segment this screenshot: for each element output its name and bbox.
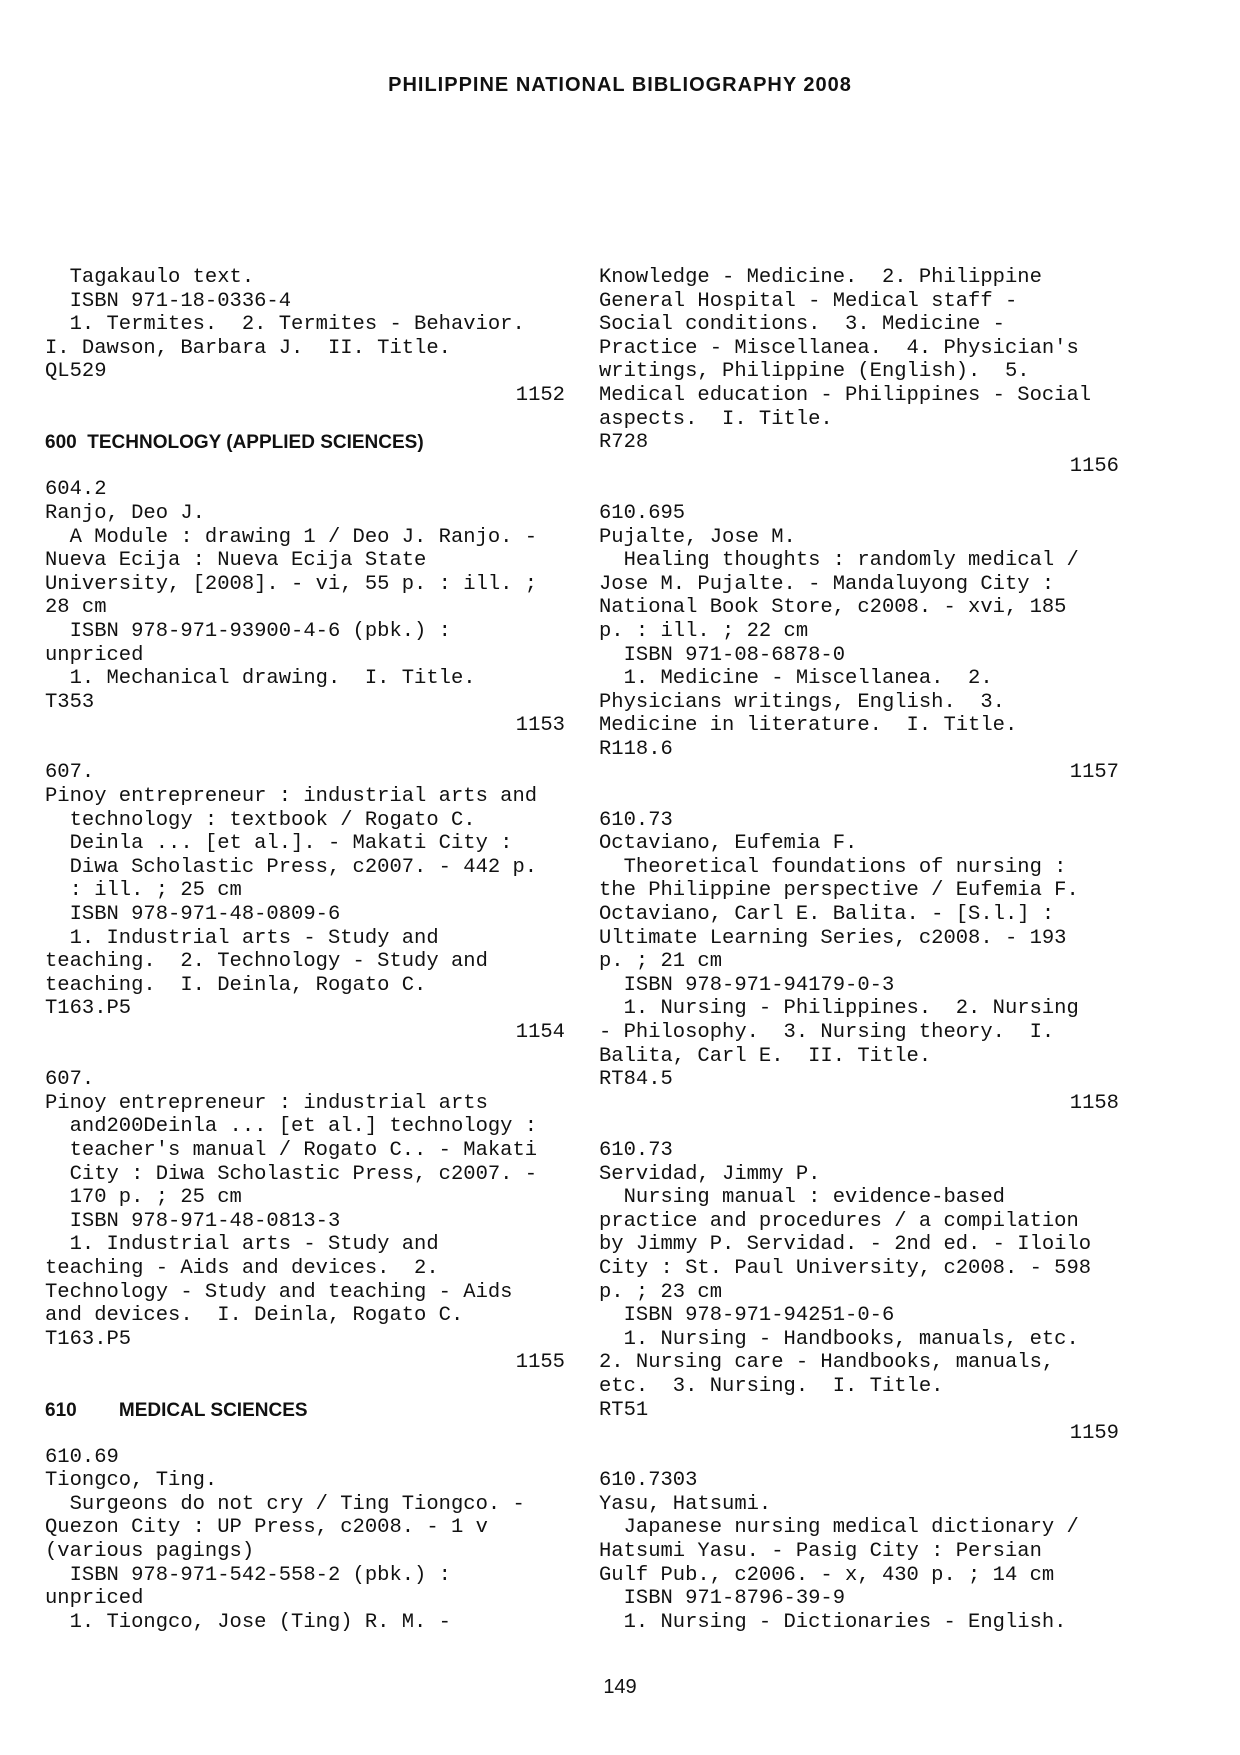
entry-line: Theoretical foundations of nursing : (599, 855, 1067, 879)
entry-line: T163.P5 (45, 997, 132, 1021)
entry-number: 1159 (1069, 1422, 1119, 1446)
left-column (45, 266, 565, 1634)
entry-line: R728 (599, 431, 649, 455)
entry-line: Knowledge - Medicine. 2. Philippine (599, 266, 1042, 289)
entry-line: 1. Nursing - Dictionaries - English. (599, 1610, 1067, 1634)
entry-line: A Module : drawing 1 / Deo J. Ranjo. - (45, 525, 538, 549)
entry-line: teaching - Aids and devices. 2. (45, 1256, 439, 1280)
entry-line: p. : ill. ; 22 cm (599, 619, 809, 643)
entry-line: R118.6 (599, 737, 673, 761)
entry-line: Japanese nursing medical dictionary / (599, 1516, 1079, 1540)
entry-line: teaching. I. Deinla, Rogato C. (45, 973, 427, 997)
page-number: 149 (603, 1676, 637, 1698)
section-heading: 610 MEDICAL SCIENCES (45, 1399, 308, 1421)
entry-line: Tiongco, Ting. (45, 1469, 218, 1493)
entry-line: 1. Nursing - Handbooks, manuals, etc. (599, 1327, 1079, 1351)
entry-line: 610.7303 (599, 1469, 698, 1493)
entry-line: National Book Store, c2008. - xvi, 185 (599, 596, 1067, 620)
entry-line: Diwa Scholastic Press, c2007. - 442 p. (45, 855, 538, 879)
entry-line: 604.2 (45, 478, 107, 502)
blank-line (45, 1375, 565, 1399)
entry-line: teaching. 2. Technology - Study and (45, 950, 488, 974)
blank-line (45, 455, 565, 479)
entry-line: Balita, Carl E. II. Title. (599, 1044, 932, 1068)
entry-line: T163.P5 (45, 1327, 132, 1351)
blank-line (599, 478, 1119, 502)
entry-line: ISBN 971-08-6878-0 (599, 643, 846, 667)
entry-line: aspects. I. Title. (599, 407, 833, 431)
entry-line: T353 (45, 690, 95, 714)
entry-line: by Jimmy P. Servidad. - 2nd ed. - Iloilo (599, 1233, 1092, 1257)
entry-line: 610.73 (599, 808, 673, 832)
entry-line: practice and procedures / a compilation (599, 1209, 1079, 1233)
entry-line: Healing thoughts : randomly medical / (599, 549, 1079, 573)
entry-line: Octaviano, Eufemia F. (599, 832, 858, 856)
entry-line: General Hospital - Medical staff - (599, 289, 1018, 313)
entry-line: 1. Industrial arts - Study and (45, 926, 439, 950)
entry-line: unpriced (45, 1587, 144, 1611)
entry-number: 1158 (1069, 1091, 1119, 1115)
entry-line: Practice - Miscellanea. 4. Physician's (599, 336, 1079, 360)
entry-line: Deinla ... [et al.]. - Makati City : (45, 832, 513, 856)
entry-line: : ill. ; 25 cm (45, 879, 242, 903)
entry-number: 1154 (515, 1021, 565, 1044)
entry-line: RT51 (599, 1398, 649, 1422)
entry-line: ISBN 978-971-93900-4-6 (pbk.) : (45, 619, 451, 643)
entry-line: 1. Nursing - Philippines. 2. Nursing (599, 997, 1079, 1021)
entry-number: 1156 (1069, 454, 1119, 478)
entry-line: Pinoy entrepreneur : industrial arts (45, 1091, 488, 1115)
entry-line: ISBN 978-971-94251-0-6 (599, 1304, 895, 1328)
entry-line: 607. (45, 761, 95, 785)
entry-number: 1152 (515, 383, 565, 407)
entry-line: Pinoy entrepreneur : industrial arts and (45, 785, 538, 809)
entry-line: University, [2008]. - vi, 55 p. : ill. ; (45, 572, 538, 596)
entry-line: Surgeons do not cry / Ting Tiongco. - (45, 1492, 525, 1516)
entry-line: teacher's manual / Rogato C.. - Makati (45, 1138, 538, 1162)
entry-line: ISBN 971-18-0336-4 (45, 289, 292, 313)
entry-number: 1155 (515, 1351, 565, 1375)
entry-line: Pujalte, Jose M. (599, 525, 796, 549)
entry-line: Servidad, Jimmy P. (599, 1162, 821, 1186)
entry-line: Jose M. Pujalte. - Mandaluyong City : (599, 572, 1055, 596)
entry-line: RT84.5 (599, 1068, 673, 1092)
entry-line: p. ; 23 cm (599, 1280, 723, 1304)
entry-line: (various pagings) (45, 1540, 255, 1564)
entry-number: 1157 (1069, 761, 1119, 785)
entry-line: technology : textbook / Rogato C. (45, 808, 476, 832)
entry-line: and devices. I. Deinla, Rogato C. (45, 1304, 464, 1328)
entry-line: Hatsumi Yasu. - Pasig City : Persian (599, 1540, 1042, 1564)
entry-line: ISBN 978-971-542-558-2 (pbk.) : (45, 1563, 451, 1587)
right-column (599, 266, 1119, 1634)
entry-line: etc. 3. Nursing. I. Title. (599, 1374, 944, 1398)
entry-line: 1. Medicine - Miscellanea. 2. (599, 667, 993, 691)
entry-line: Medicine in literature. I. Title. (599, 714, 1018, 738)
entry-line: 610.695 (599, 501, 686, 525)
entry-line: Yasu, Hatsumi. (599, 1492, 772, 1516)
entry-line: Ultimate Learning Series, c2008. - 193 (599, 926, 1067, 950)
entry-line: unpriced (45, 643, 144, 667)
entry-line: writings, Philippine (English). 5. (599, 360, 1030, 384)
entry-line: 28 cm (45, 596, 107, 620)
entry-line: 1. Mechanical drawing. I. Title. (45, 667, 476, 691)
entry-line: QL529 (45, 360, 107, 384)
entry-line: 170 p. ; 25 cm (45, 1186, 242, 1210)
entry-line: Nursing manual : evidence-based (599, 1186, 1005, 1210)
entry-line: Technology - Study and teaching - Aids (45, 1280, 513, 1304)
entry-line: City : St. Paul University, c2008. - 598 (599, 1256, 1092, 1280)
entry-line: the Philippine perspective / Eufemia F. (599, 879, 1079, 903)
blank-line (45, 738, 565, 762)
entry-line: I. Dawson, Barbara J. II. Title. (45, 336, 451, 360)
entry-line: 1. Industrial arts - Study and (45, 1233, 439, 1257)
entry-line: 610.69 (45, 1445, 119, 1469)
entry-line: ISBN 978-971-94179-0-3 (599, 973, 895, 997)
section-heading: 600 TECHNOLOGY (APPLIED SCIENCES) (45, 432, 424, 454)
entry-line: Octaviano, Carl E. Balita. - [S.l.] : (599, 903, 1055, 927)
entry-line: 1. Tiongco, Jose (Ting) R. M. - (45, 1610, 451, 1634)
entry-line: ISBN 978-971-48-0813-3 (45, 1209, 341, 1233)
entry-line: and200Deinla ... [et al.] technology : (45, 1115, 538, 1139)
entry-line: Tagakaulo text. (45, 266, 255, 289)
entry-line: p. ; 21 cm (599, 950, 723, 974)
entry-line: ISBN 971-8796-39-9 (599, 1587, 846, 1611)
entry-line: Quezon City : UP Press, c2008. - 1 v (45, 1516, 488, 1540)
blank-line (599, 785, 1119, 809)
entry-line: City : Diwa Scholastic Press, c2007. - (45, 1162, 538, 1186)
blank-line (45, 408, 565, 432)
entry-line: 2. Nursing care - Handbooks, manuals, (599, 1351, 1055, 1375)
blank-line (45, 1422, 565, 1446)
entry-line: 1. Termites. 2. Termites - Behavior. (45, 313, 525, 337)
entry-line: Gulf Pub., c2006. - x, 430 p. ; 14 cm (599, 1563, 1055, 1587)
page-header: PHILIPPINE NATIONAL BIBLIOGRAPHY 2008 (388, 74, 852, 96)
entry-line: Social conditions. 3. Medicine - (599, 313, 1005, 337)
entry-line: - Philosophy. 3. Nursing theory. I. (599, 1021, 1055, 1044)
entry-line: 610.73 (599, 1138, 673, 1162)
entry-line: Nueva Ecija : Nueva Ecija State (45, 549, 427, 573)
entry-line: Physicians writings, English. 3. (599, 690, 1005, 714)
entry-number: 1153 (515, 714, 565, 738)
entry-line: ISBN 978-971-48-0809-6 (45, 903, 341, 927)
entry-line: Medical education - Philippines - Social (599, 383, 1092, 407)
blank-line (599, 1446, 1119, 1470)
blank-line (599, 1115, 1119, 1139)
entry-line: 607. (45, 1068, 95, 1092)
blank-line (45, 1045, 565, 1069)
entry-line: Ranjo, Deo J. (45, 501, 205, 525)
